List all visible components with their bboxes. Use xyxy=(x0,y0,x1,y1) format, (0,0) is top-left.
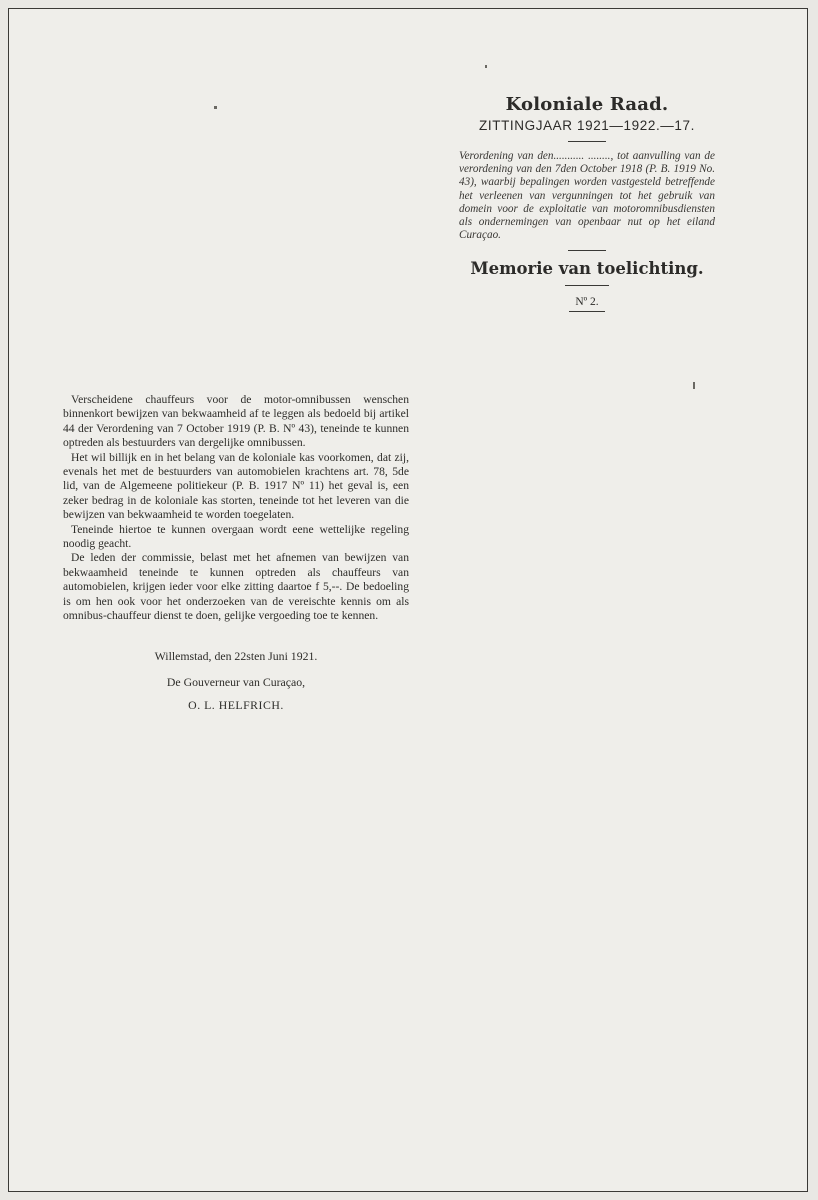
paragraph: Verscheidene chauffeurs voor de motor-omnibussen wenschen binnenkort bewijzen van bekwaamheid af te leggen als bedoeld bij artikel 44 der Verordening van 7 October 1919 (P. B. Nº 43), teneinde te kunnen optreden als bestuurders van dergelijke omnibussen. xyxy=(63,393,409,450)
paper-speck xyxy=(693,382,695,389)
paper-speck xyxy=(485,65,487,68)
memorandum-number: Nº 2. xyxy=(569,296,604,312)
signer-role: De Gouverneur van Curaçao, xyxy=(166,675,306,689)
paragraph: Het wil billijk en in het belang van de koloniale kas voorkomen, dat zij, evenals het met de bestuurders van automobielen krachtens art. 78, 5de lid, van de Algemeene politiekeur (P. B. 1917 Nº 11) het geval is, een zeker bedrag in de koloniale kas storten, teneinde tot het leveren van die bewijzen van bekwaamheid te worden toegelaten. xyxy=(63,450,409,522)
session-year: ZITTINGJAAR 1921—1922.—17. xyxy=(479,118,695,133)
council-title: Koloniale Raad. xyxy=(505,94,669,115)
divider xyxy=(565,285,609,286)
paper-speck xyxy=(214,106,217,109)
document-header xyxy=(455,94,719,312)
paragraph: De leden der commissie, belast met het afnemen van bewijzen van bekwaamheid teneinde te kunnen optreden als chauffeurs van automobielen, krijgen ieder voor elke zitting daartoe f 5,--. De bedoeling is om hen ook voor het onderzoeken van de vereischte kennis om als omnibus-chauffeur dienst te doen, gelijke vergoeding toe te kennen. xyxy=(63,551,409,623)
place-date: Willemstad, den 22sten Juni 1921. xyxy=(154,649,318,663)
memorandum-body xyxy=(63,393,409,624)
ordinance-description: Verordening van den........... ........, tot aanvulling van de verordening van den 7den October 1918 (P. B. 1919 No. 43), waarbij bepalingen worden vastgesteld betreffende het verleenen van vergunningen tot het gebruik van domein voor de exploitatie van motoromnibusdiensten als ondernemingen van openbaar nut op het eiland Curaçao. xyxy=(459,150,715,242)
document-page xyxy=(8,8,808,1192)
signer-name: O. L. HELFRICH. xyxy=(188,698,284,712)
divider xyxy=(568,250,606,251)
memorandum-title: Memorie van toelichting. xyxy=(470,259,704,279)
divider xyxy=(568,141,606,142)
paragraph: Teneinde hiertoe te kunnen overgaan wordt eene wettelijke regeling noodig geacht. xyxy=(63,522,409,551)
